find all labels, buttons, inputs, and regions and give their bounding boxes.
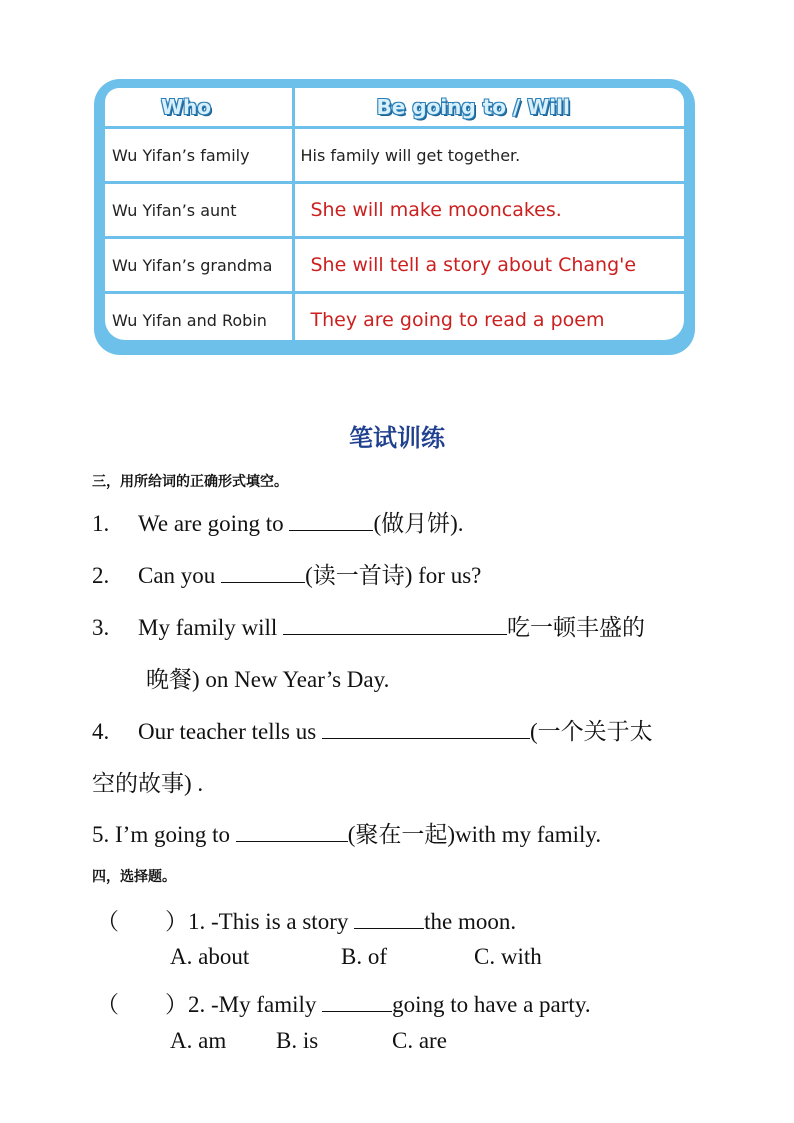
option-c[interactable]: C. with [474, 944, 542, 969]
fill-item-5 [92, 816, 601, 849]
fill-item-2 [92, 557, 481, 590]
summary-table [105, 88, 684, 340]
option-b[interactable]: B. of [341, 944, 387, 969]
item-number: 3. [92, 615, 110, 640]
item-text-before: We are going to [138, 511, 290, 536]
summary-table-card [94, 79, 695, 355]
item-text-after: (做月饼). [373, 511, 464, 536]
answer-paren-open[interactable]: （ [96, 909, 119, 934]
table-row [105, 293, 684, 341]
fill-item-4 [92, 713, 653, 746]
question-stem-before: 2. -My family [188, 992, 323, 1017]
table-row [105, 238, 684, 293]
question-stem-before: 1. -This is a story [188, 909, 355, 934]
header-plan: Be going to / Will [293, 88, 684, 128]
row-who: Wu Yifan’s family [105, 128, 293, 183]
option-c[interactable]: C. are [392, 1028, 447, 1053]
summary-table-inner [105, 88, 684, 340]
question-blank [322, 993, 392, 1012]
header-who: Who [105, 88, 293, 128]
answer-paren-open[interactable]: （ [96, 992, 119, 1017]
item-number: 2. [92, 563, 110, 588]
table-row [105, 128, 684, 183]
answer-paren-close: ） [165, 992, 188, 1017]
row-who: Wu Yifan’s grandma [105, 238, 293, 293]
row-plan-answer: They are going to read a poem [293, 293, 684, 341]
item-text-after: (一个关于太 [529, 719, 653, 744]
section3-heading: 三，用所给词的正确形式填空。 [92, 475, 288, 490]
item-text-after: 吃一顿丰盛的 [507, 615, 646, 640]
answer-blank[interactable] [221, 564, 305, 583]
fill-item-4-continued: 空的故事) . [92, 771, 204, 796]
option-b[interactable]: B. is [276, 1028, 319, 1053]
choice-question-1 [96, 903, 516, 936]
question-blank [354, 910, 424, 929]
row-who: Wu Yifan’s aunt [105, 183, 293, 238]
fill-item-1 [92, 505, 464, 538]
item-text-before: Can you [138, 563, 222, 588]
answer-blank[interactable] [322, 720, 530, 739]
item-text-after: (读一首诗) for us? [305, 563, 482, 588]
question-stem-after: going to have a party. [392, 992, 591, 1017]
row-plan: His family will get together. [293, 128, 684, 183]
section4-heading: 四，选择题。 [92, 870, 176, 885]
row-plan-answer: She will make mooncakes. [293, 183, 684, 238]
item-text-before: I’m going to [115, 822, 236, 847]
answer-blank[interactable] [236, 823, 348, 842]
fill-item-3-continued: 晚餐) on New Year’s Day. [146, 667, 390, 692]
question-stem-after: the moon. [424, 909, 517, 934]
item-text-after: (聚在一起)with my family. [347, 822, 602, 847]
table-row [105, 183, 684, 238]
fill-item-3 [92, 609, 645, 642]
table-header-row [105, 88, 684, 128]
item-number: 1. [92, 511, 110, 536]
answer-paren-close: ） [165, 909, 188, 934]
option-a[interactable]: A. about [170, 944, 250, 969]
row-plan-answer: She will tell a story about Chang'e [293, 238, 684, 293]
answer-blank[interactable] [283, 616, 507, 635]
item-text-before: My family will [138, 615, 284, 640]
item-number: 4. [92, 719, 110, 744]
item-number: 5. [92, 822, 110, 847]
answer-blank[interactable] [289, 512, 373, 531]
item-text-before: Our teacher tells us [138, 719, 322, 744]
page-title: 笔试训练 [349, 426, 445, 452]
option-a[interactable]: A. am [170, 1028, 227, 1053]
choice-question-2 [96, 986, 591, 1019]
row-who: Wu Yifan and Robin [105, 293, 293, 341]
